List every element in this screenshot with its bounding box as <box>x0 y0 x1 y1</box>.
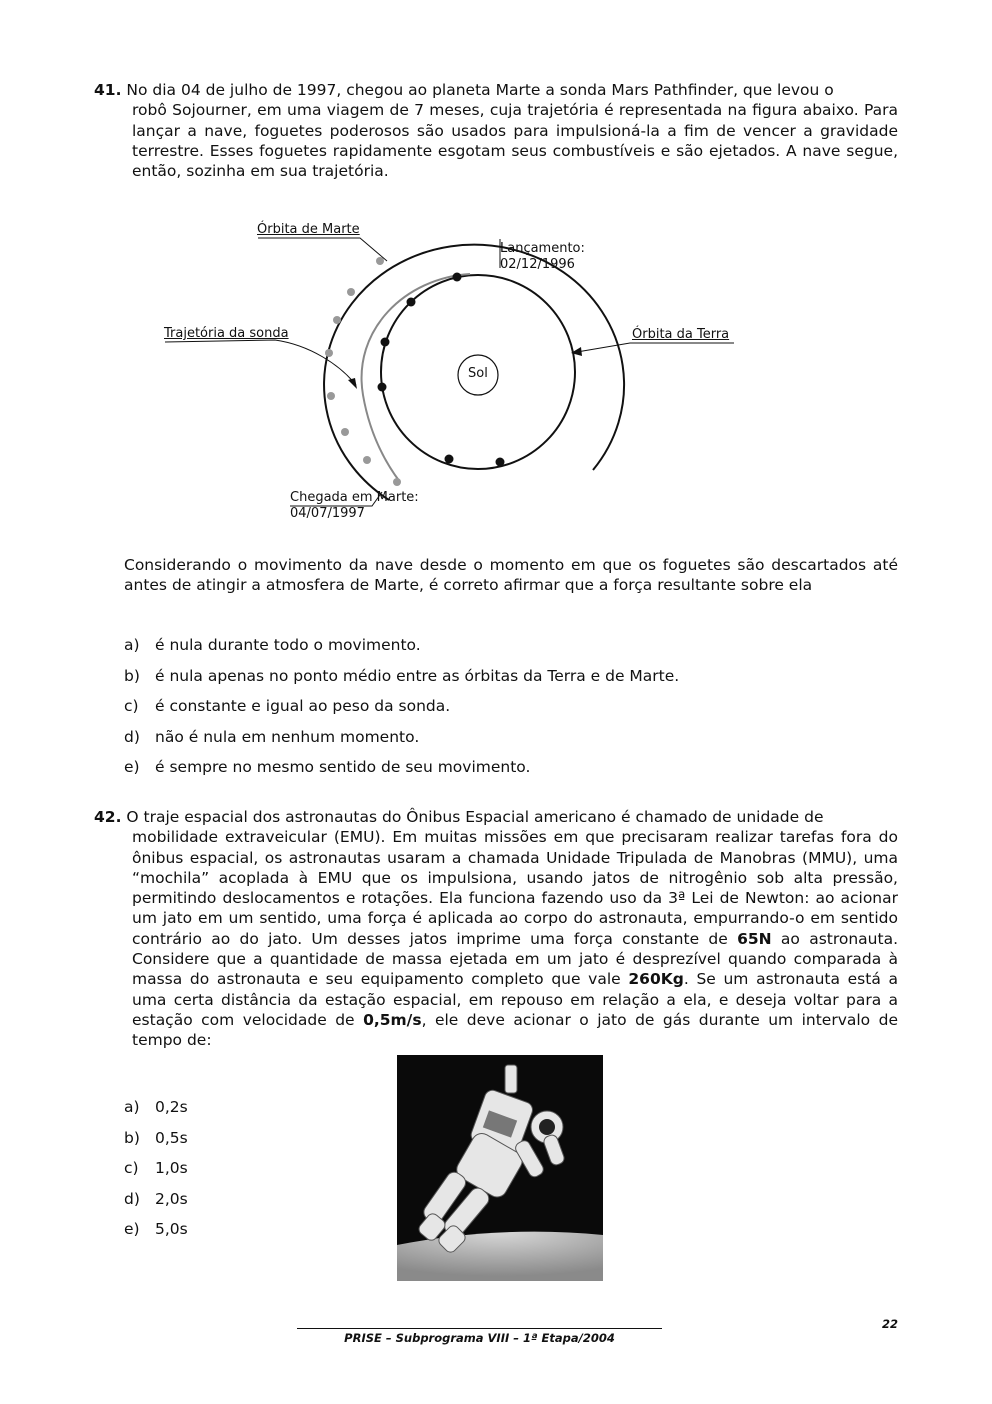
probe-trajectory-label: Trajetória da sonda <box>164 326 289 341</box>
mars-orbit-leader <box>258 238 387 261</box>
sun-label: Sol <box>468 366 488 381</box>
page-number: 22 <box>881 1317 898 1331</box>
earth-orbit-label: Órbita da Terra <box>632 327 730 342</box>
orbit-diagram <box>0 0 992 560</box>
question-42-line1: O traje espacial dos astronautas do Ônibus Espacial americano é chamado de unidade de <box>126 808 824 826</box>
option-text: 5,0s <box>155 1220 188 1238</box>
question-41-number: 41. <box>94 81 122 99</box>
option-letter: e) <box>124 758 140 776</box>
velocity-value: 0,5m/s <box>363 1010 422 1029</box>
option-letter: d) <box>124 1189 140 1208</box>
option-42-e[interactable] <box>124 1220 188 1251</box>
option-text: 1,0s <box>155 1159 188 1177</box>
option-42-d[interactable] <box>124 1190 188 1221</box>
option-letter: e) <box>124 1220 140 1238</box>
probe-leader <box>165 340 356 385</box>
launch-label-2: 02/12/1996 <box>500 257 575 272</box>
option-text: é nula durante todo o movimento. <box>155 636 421 654</box>
option-letter: a) <box>124 636 140 654</box>
option-41-e[interactable] <box>124 758 679 789</box>
option-41-b[interactable] <box>124 667 679 698</box>
footer-divider <box>297 1328 662 1329</box>
arrival-label-2: 04/07/1997 <box>290 506 365 521</box>
option-41-d[interactable] <box>124 728 679 759</box>
option-42-a[interactable] <box>124 1098 188 1129</box>
question-42 <box>94 807 898 1051</box>
probe-arrowhead <box>348 378 357 389</box>
mass-value: 260Kg <box>628 970 684 989</box>
option-text: não é nula em nenhum momento. <box>155 727 420 746</box>
option-42-c[interactable] <box>124 1159 188 1190</box>
arrival-label-1: Chegada em Marte: <box>290 490 419 505</box>
option-letter: d) <box>124 727 140 746</box>
question-41-text: robô Sojourner, em uma viagem de 7 meses, cuja trajetória é representada na figura abaixo. Para lançar a nave, foguetes poderosos são usados para impulsioná-la a fim de vencer a gravidade terrestre. Esses foguetes rapidamente esgotam seus combustíveis e são ejetados. A nave segue, então, sozinha em sua trajetória. <box>132 101 898 181</box>
option-42-b[interactable] <box>124 1129 188 1160</box>
question-42-number: 42. <box>94 808 122 826</box>
question-41-line1: No dia 04 de julho de 1997, chegou ao planeta Marte a sonda Mars Pathfinder, que levou o <box>126 81 834 99</box>
footer-text: PRISE – Subprograma VIII – 1ª Etapa/2004 <box>344 1331 615 1345</box>
option-letter: a) <box>124 1098 140 1116</box>
question-41-stem: Considerando o movimento da nave desde o momento em que os foguetes são descartados até antes de atingir a atmosfera de Marte, é correto afirmar que a força resultante sobre ela <box>124 556 898 595</box>
force-value: 65N <box>737 929 772 948</box>
question-42-options <box>124 1098 188 1251</box>
astronaut-photo <box>397 1055 603 1281</box>
launch-label-1: Lançamento: <box>500 241 585 256</box>
probe-trajectory <box>362 274 470 482</box>
option-letter: b) <box>124 666 140 685</box>
option-text: 0,2s <box>155 1098 188 1116</box>
option-letter: c) <box>124 1159 139 1177</box>
option-letter: b) <box>124 1128 140 1147</box>
option-text: 0,5s <box>155 1128 188 1147</box>
option-letter: c) <box>124 697 139 715</box>
option-41-a[interactable] <box>124 636 679 667</box>
option-text: é nula apenas no ponto médio entre as órbitas da Terra e de Marte. <box>155 666 680 685</box>
question-42-text: mobilidade extraveicular (EMU). Em muitas missões em que precisaram realizar tarefas fora do ônibus espacial, os astronautas usaram a chamada Unidade Tripulada de Manobras (MMU), uma “mochila” acoplada à EMU que os impulsiona, usando jatos de nitrogênio sob alta pressão, permitindo deslocamentos e rotações. Ela funciona fazendo uso da 3ª Lei de Newton: ao acionar um jato em um sentido, uma força é aplicada ao corpo do astronauta, empurrando-o em sentido contrário ao do jato. Um desses jatos imprime uma força constante de 65N ao astronauta. Considere que a quantidade de massa ejetada em um jato é desprezível quando comparada à massa do astronauta e seu equipamento completo que vale 260Kg. Se um astronauta está a uma certa distância da estação espacial, em repouso em relação a ela, e deseja voltar para a estação com velocidade de 0,5m/s, ele deve acionar o jato de gás durante um intervalo de tempo de: <box>132 828 899 1050</box>
option-text: 2,0s <box>155 1189 188 1208</box>
option-41-c[interactable] <box>124 697 679 728</box>
earth-orbit-leader <box>577 343 734 352</box>
option-text: é sempre no mesmo sentido de seu movimento. <box>155 758 531 776</box>
option-text: é constante e igual ao peso da sonda. <box>155 697 451 715</box>
question-42-first-line <box>94 807 898 827</box>
mars-orbit-label: Órbita de Marte <box>257 222 360 237</box>
question-41-options <box>124 636 679 789</box>
